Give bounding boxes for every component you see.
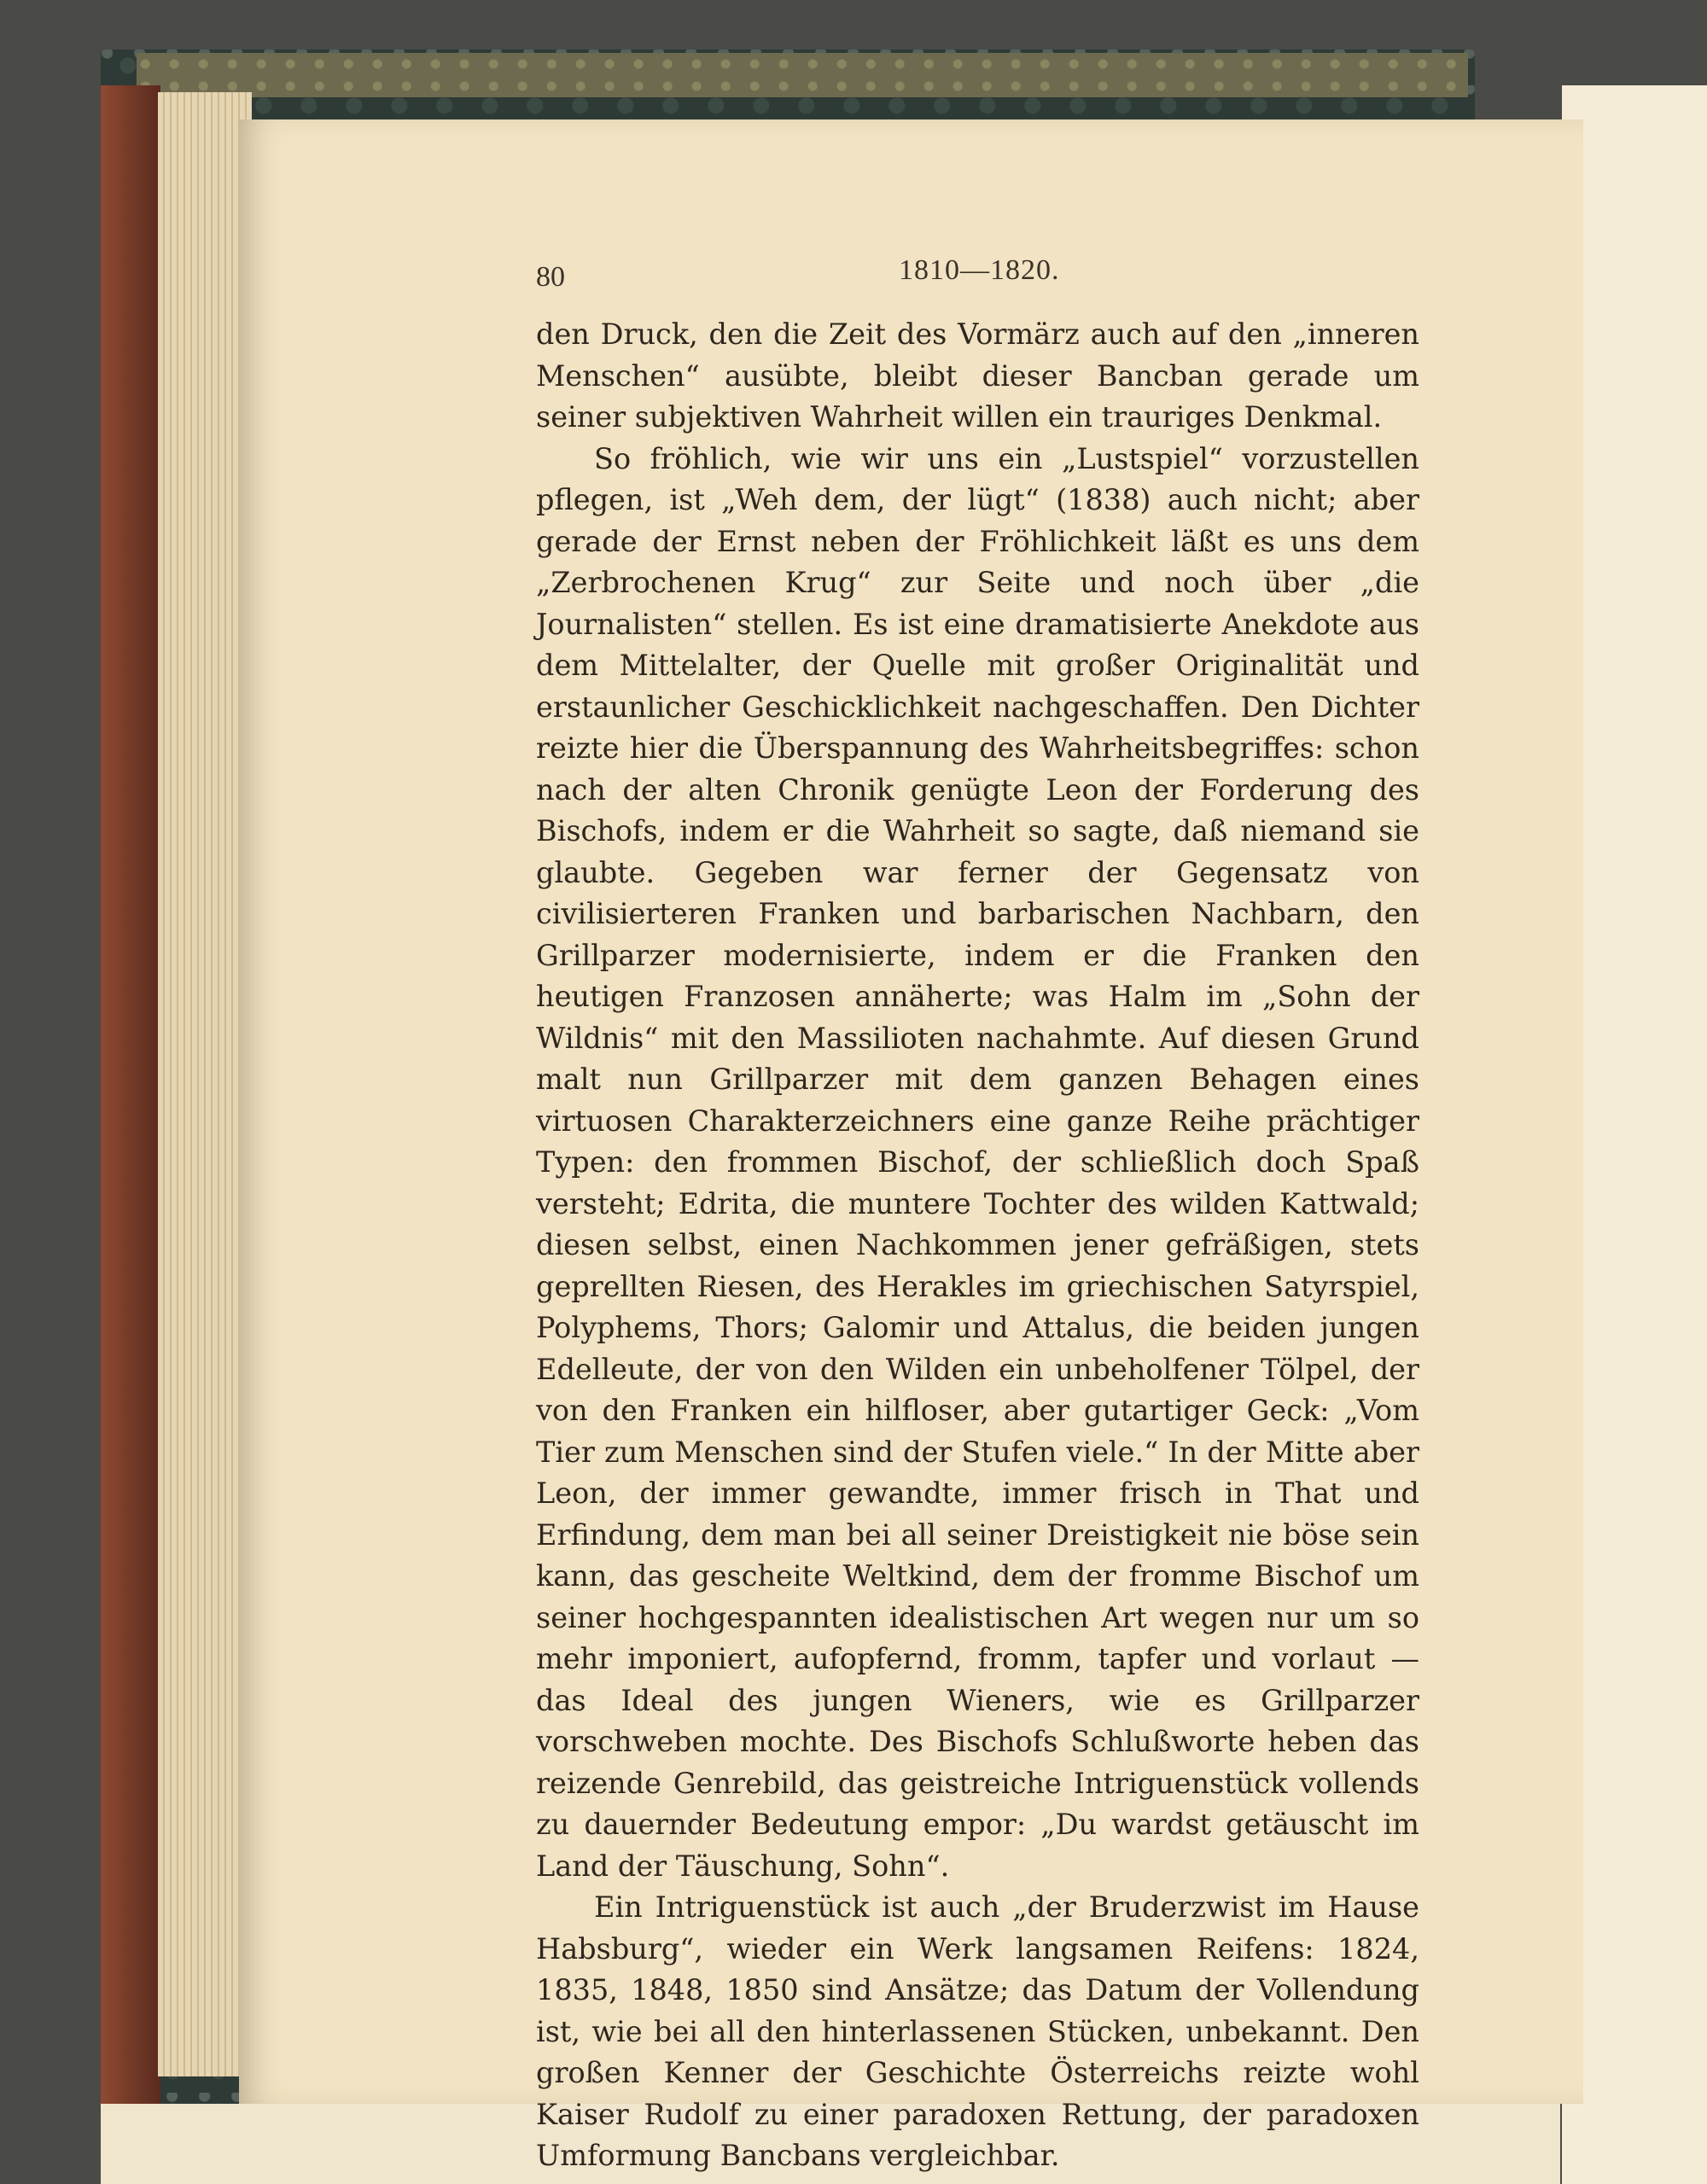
page-edges [158, 92, 252, 2076]
cover-marbled-edge [137, 53, 1468, 97]
paragraph: Ein Intriguenstück ist auch „der Bruderzwist im Hause Habsburg“, wieder ein Werk langsamen Reifens: 1824, 1835, 1848, 1850 sind Ansätze; das Datum der Vollendung ist, wie bei all den hinterlassenen Stücken, unbekannt. Den großen Kenner der Geschichte Österreichs reizte wohl Kaiser Rudolf zu einer paradoxen Rettung, der paradoxen Umformung Bancbans vergleichbar. [536, 1890, 1419, 2172]
paragraph: den Druck, den die Zeit des Vormärz auch auf den „inneren Menschen“ ausübte, bleibt dieser Bancban gerade um seiner subjektiven Wahrheit willen ein trauriges Denkmal. [536, 317, 1419, 434]
body-text [536, 314, 1419, 2177]
book-spine [101, 85, 160, 2108]
running-head: 1810—1820. [899, 254, 1060, 286]
paragraph: So fröhlich, wie wir uns ein „Lustspiel“ vorzustellen pflegen, ist „Weh dem, der lügt“ (1838) auch nicht; aber gerade der Ernst neben der Fröhlichkeit läßt es uns dem „Zerbrochenen Krug“ zur Seite und noch über „die Journalisten“ stellen. Es ist eine dramatisierte Anekdote aus dem Mittelalter, der Quelle mit großer Originalität und erstaunlicher Geschicklichkeit nachgeschaffen. Den Dichter reizte hier die Überspannung des Wahrheitsbegriffes: schon nach der alten Chronik genügte Leon der Forderung des Bischofs, indem er die Wahrheit so sagte, daß niemand sie glaubte. Gegeben war ferner der Gegensatz von civilisierteren Franken und barbarischen Nachbarn, den Grillparzer modernisierte, indem er die Franken den heutigen Franzosen annäherte; was Halm im „Sohn der Wildnis“ mit den Massilioten nachahmte. Auf diesen Grund malt nun Grillparzer mit dem ganzen Behagen eines virtuosen Charakterzeichners eine ganze Reihe prächtiger Typen: den frommen Bischof, der schließlich doch Spaß versteht; Edrita, die muntere Tochter des wilden Kattwald; diesen selbst, einen Nachkommen jener gefräßigen, stets geprellten Riesen, des Herakles im griechischen Satyrspiel, Polyphems, Thors; Galomir und Attalus, die beiden jungen Edelleute, der von den Wilden ein unbeholfener Tölpel, der von den Franken ein hilfloser, aber gutartiger Geck: „Vom Tier zum Menschen sind der Stufen viele.“ In der Mitte aber Leon, der immer gewandte, immer frisch in That und Erfindung, dem man bei all seiner Dreistigkeit nie böse sein kann, das gescheite Weltkind, dem der fromme Bischof um seiner hochgespannten idealistischen Art wegen nur um so mehr imponiert, aufopfernd, fromm, tapfer und vorlaut — das Ideal des jungen Wieners, wie es Grillparzer vorschweben mochte. Des Bischofs Schlußworte heben das reizende Genrebild, das geistreiche Intriguenstück vollends zu dauernder Bedeutung empor: „Du wardst getäuscht im Land der Täuschung, Sohn“. [536, 441, 1419, 1883]
page-header [536, 254, 1428, 297]
background-right [1562, 85, 1707, 2184]
page-number: 80 [536, 261, 565, 293]
